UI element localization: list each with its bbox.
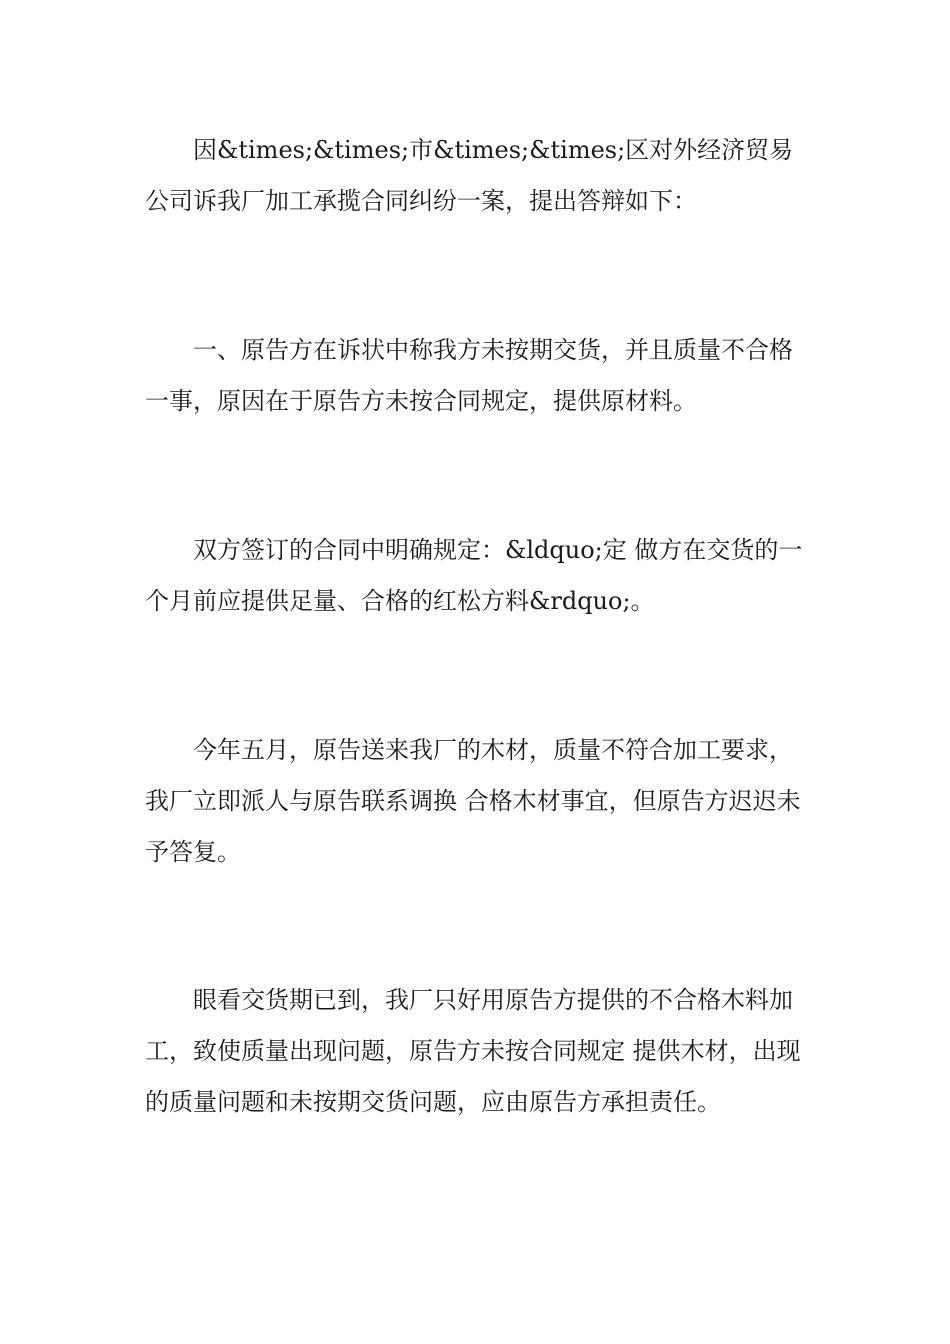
paragraph-responsibility: 眼看交货期已到，我厂只好用原告方提供的不合格木料加工，致使质量出现问题，原告方未按合同规定 提供木材，出现的质量问题和未按期交货问题，应由原告方承担责任。: [145, 986, 801, 1116]
paragraph-may-timber: 今年五月，原告送来我厂的木材，质量不符合加工要求，我厂立即派人与原告联系调换 合格木材事宜，但原告方迟迟未予答复。: [145, 736, 801, 866]
paragraph-contract-clause: 双方签订的合同中明确规定：&ldquo;定 做方在交货的一个月前应提供足量、合格的红松方料&rdquo;。: [145, 536, 803, 615]
paragraph-point-one: 一、原告方在诉状中称我方未按期交货，并且质量不合格一事，原因在于原告方未按合同规定，提供原材料。: [145, 336, 793, 415]
paragraph-intro: 因&times;&times;市&times;&times;区对外经济贸易公司诉我厂加工承揽合同纠纷一案，提出答辩如下：: [145, 136, 794, 215]
